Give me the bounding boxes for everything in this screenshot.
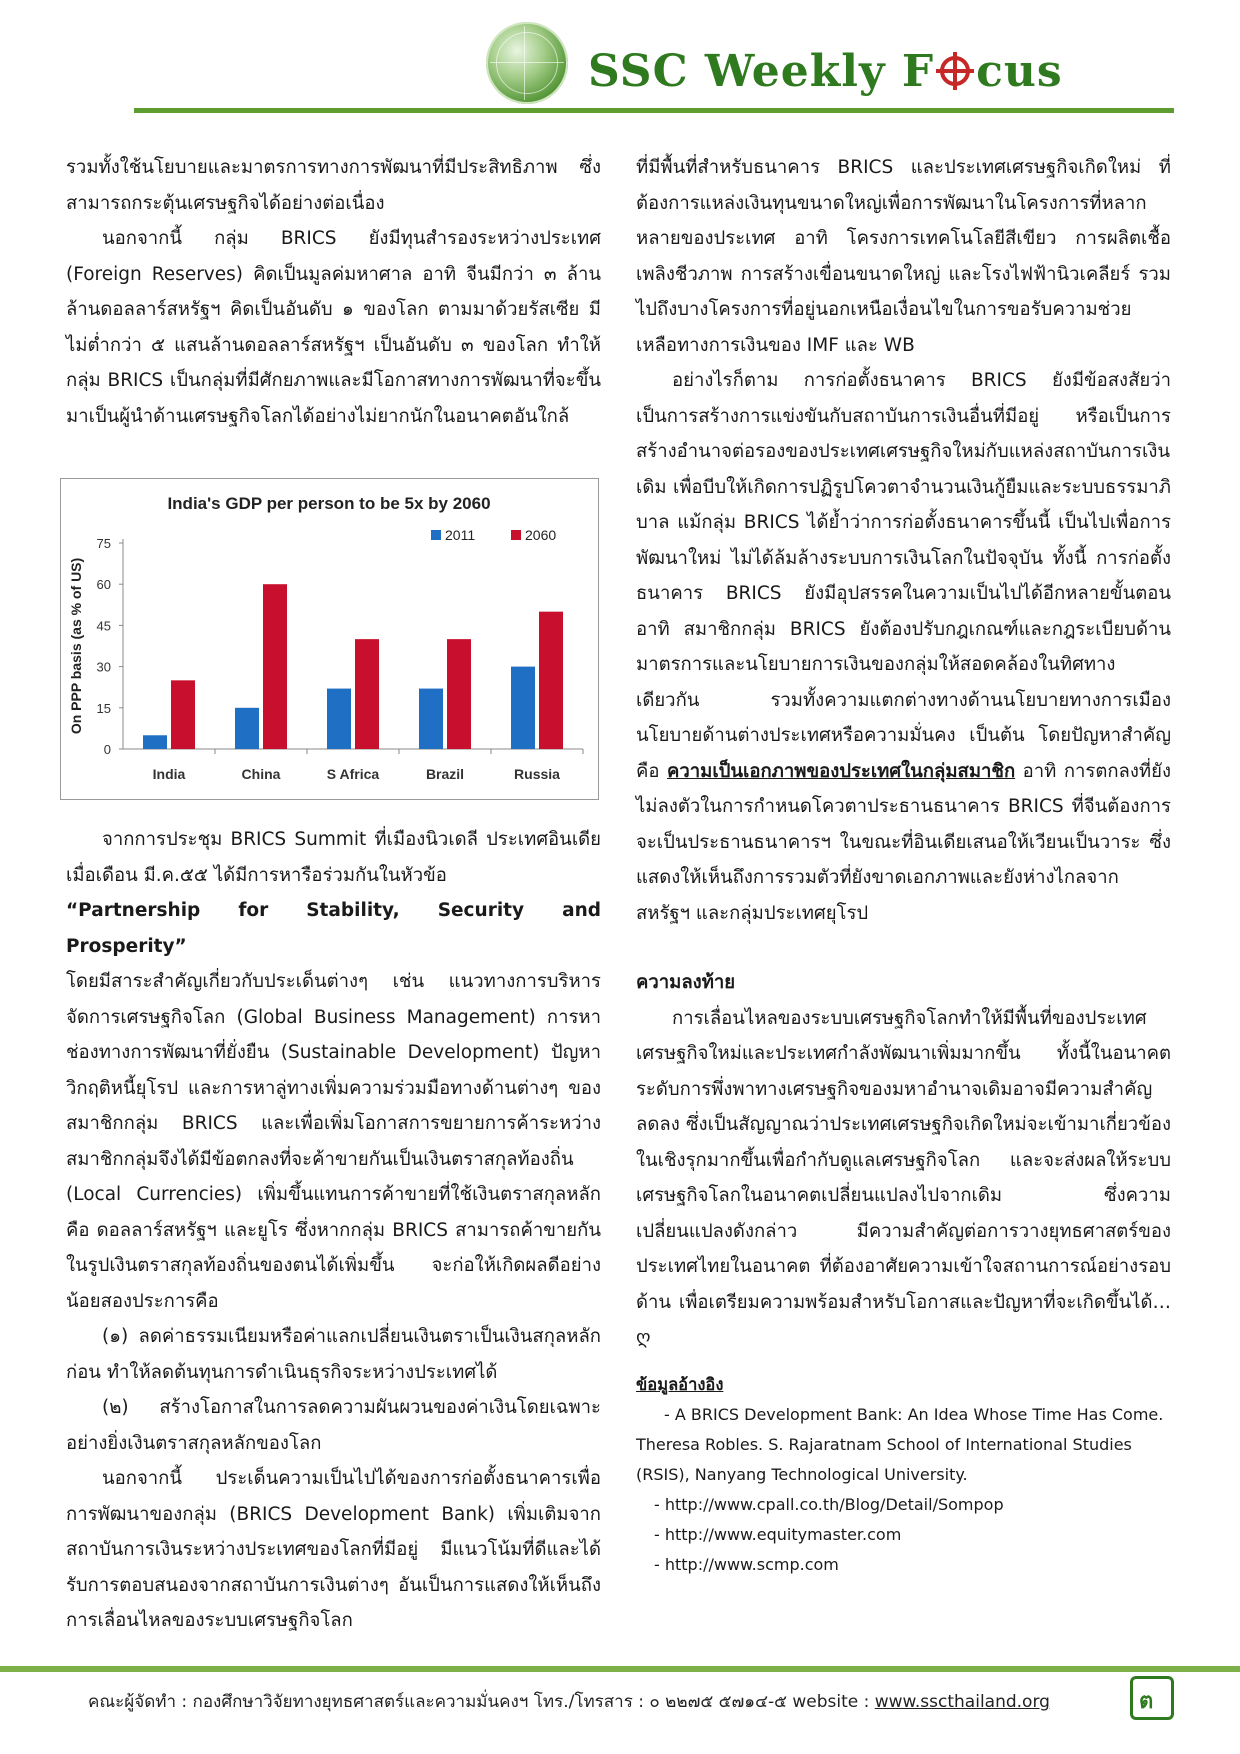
x-tick-label: China [241,766,281,782]
x-tick-label: Russia [514,766,560,782]
chart-title: India's GDP per person to be 5x by 2060 [167,494,491,513]
chart-svg [61,479,598,799]
left-column-lower [66,822,601,1639]
references [636,1370,1171,1580]
x-tick-label: S Africa [326,766,380,782]
footer-text: คณะผู้จัดทำ : กองศึกษาวิจัยทางยุทธศาสตร์และความมั่นคงฯ โทร./โทรสาร : ๐ ๒๒๗๕ ๕๗๑๔-๕ website : [88,1692,875,1712]
partnership-title: “Partnership for Stability, Security and Prosperity” [66,900,601,957]
y-tick-label: 0 [103,742,111,757]
conclusion-heading: ความลงท้าย [636,972,736,993]
legend-label-2011: 2011 [445,527,476,543]
y-tick-label: 30 [96,659,111,675]
header-divider [134,108,1174,113]
bar-2060 [263,584,287,749]
newsletter-title [588,46,1063,97]
left-paragraph-2: นอกจากนี้ กลุ่ม BRICS ยังมีทุนสำรองระหว่างประเทศ (Foreign Reserves) คิดเป็นมูลค่มหาศาล อาทิ จีนมีกว่า ๓ ล้านล้านดอลลาร์สหรัฐฯ คิดเป็นอันดับ ๑ ของโลก ตามมาด้วยรัสเซีย มีไม่ต่ำกว่า ๕ แสนล้านดอลลาร์สหรัฐฯ เป็นอันดับ ๓ ของโลก ทำให้กลุ่ม BRICS เป็นกลุ่มที่มีศักยภาพและมีโอกาสทางการพัฒนาที่จะขึ้นมาเป็นผู้นำด้านเศรษฐกิจโลกได้อย่างไม่ยากนักในอนาคตอันใกล้ [66,228,601,427]
left-item-1: (๑) ลดค่าธรรมเนียมหรือค่าแลกเปลี่ยนเงินตราเป็นเงินสกุลหลักก่อน ทำให้ลดต้นทุนการดำเนินธุรกิจระหว่างประเทศได้ [66,1326,601,1383]
references-heading: ข้อมูลอ้างอิง [636,1374,724,1394]
bar-2060 [171,680,195,749]
crosshair-icon [936,52,974,90]
bar-2060 [447,639,471,749]
reference-3-link[interactable]: - http://www.equitymaster.com [654,1524,902,1544]
reference-1: - A BRICS Development Bank: An Idea Whose Time Has Come. [664,1404,1164,1424]
reference-1-detail: Theresa Robles. S. Rajaratnam School of International Studies (RSIS), Nanyang Technological University. [636,1434,1132,1484]
left-column [66,150,601,434]
legend-swatch-2011 [431,530,441,540]
y-tick-label: 45 [96,618,111,634]
globe-logo-icon [486,22,568,104]
y-tick-label: 15 [96,700,111,716]
gdp-chart [60,478,599,800]
left-paragraph-1: รวมทั้งใช้นโยบายและมาตรการทางการพัฒนาที่มีประสิทธิภาพ ซึ่งสามารถกระตุ้นเศรษฐกิจได้อย่างต่อเนื่อง [66,157,601,214]
footer-divider [0,1666,1240,1672]
left-paragraph-6: นอกจากนี้ ประเด็นความเป็นไปได้ของการก่อตั้งธนาคารเพื่อการพัฒนาของกลุ่ม (BRICS Development Bank) เพิ่มเติมจากสถาบันการเงินระหว่างประเทศของโลกที่มีอยู่ มีแนวโน้มที่ดีและได้รับการตอบสนองจากสถาบันการเงินต่างๆ อันเป็นการแสดงให้เห็นถึงการเลื่อนไหลของระบบเศรษฐกิจโลก [66,1468,601,1631]
right-paragraph-1: ที่มีพื้นที่สำหรับธนาคาร BRICS และประเทศเศรษฐกิจเกิดใหม่ ที่ต้องการแหล่งเงินทุนขนาดใหญ่เพื่อการพัฒนาในโครงการที่หลากหลายของประเทศ อาทิ โครงการเทคโนโลยีสีเขียว การผลิตเชื้อเพลิงชีวภาพ การสร้างเขื่อนขนาดใหญ่ และโรงไฟฟ้านิวเคลียร์ รวมไปถึงบางโครงการที่อยู่นอกเหนือเงื่อนไขในการขอรับความช่วยเหลือทางการเงินของ IMF และ WB [636,157,1171,356]
right-paragraph-2 [636,363,1171,931]
legend-label-2060: 2060 [525,527,557,543]
ssc-logo-icon: ต [1130,1676,1174,1720]
title-text-a: SSC Weekly F [588,46,935,97]
title-text-b: cus [976,46,1063,97]
bar-2011 [511,667,535,749]
y-tick-label: 60 [96,577,111,593]
left-paragraph-3a: จากการประชุม BRICS Summit ที่เมืองนิวเดลี ประเทศอินเดีย เมื่อเดือน มี.ค.๕๕ ได้มีการหารือร่วมกันในหัวข้อ [66,829,601,886]
page-header [0,0,1240,120]
y-tick-label: 75 [96,536,111,551]
right-column [636,150,1171,1580]
right-paragraph-2a: อย่างไรก็ตาม การก่อตั้งธนาคาร BRICS ยังมีข้อสงสัยว่าเป็นการสร้างการแข่งขันกับสถาบันการเงินอื่นที่มีอยู่ หรือเป็นการสร้างอำนาจต่อรองของประเทศเศรษฐกิจใหม่กับแหล่งสถาบันการเงินเดิม เพื่อบีบให้เกิดการปฏิรูปโควตาจำนวนเงินกู้ยืมและระบบธรรมาภิบาล แม้กลุ่ม BRICS ได้ย้ำว่าการก่อตั้งธนาคารขึ้นนี้ เป็นไปเพื่อการพัฒนาใหม่ ไม่ได้ล้มล้างระบบการเงินโลกในปัจจุบัน ทั้งนี้ การก่อตั้งธนาคาร BRICS ยังมีอุปสรรคในความเป็นไปได้อีกหลายขั้นตอน อาทิ สมาชิกกลุ่ม BRICS ยังต้องปรับกฎเกณฑ์และกฎระเบียบด้านมาตรการและนโยบายการเงินของกลุ่มให้สอดคล้องในทิศทางเดียวกัน รวมทั้งความแตกต่างทางด้านนโยบายทางการเมือง นโยบายด้านต่างประเทศหรือความมั่นคง เป็นต้น โดยปัญหาสำคัญ คือ [636,370,1171,782]
end-mark-icon: ღ [636,1327,651,1348]
legend-swatch-2060 [511,530,521,540]
bar-2011 [143,735,167,749]
bar-2011 [327,689,351,749]
y-axis-label: On PPP basis (as % of US) [68,557,84,735]
website-link[interactable]: www.sscthailand.org [874,1692,1050,1712]
footer [88,1688,1050,1715]
unity-emphasis: ความเป็นเอกภาพของประเทศในกลุ่มสมาชิก [666,760,1016,782]
conclusion-text: การเลื่อนไหลของระบบเศรษฐกิจโลกทำให้มีพื้นที่ของประเทศเศรษฐกิจใหม่และประเทศกำลังพัฒนาเพิ่มมากขึ้น ทั้งนี้ในอนาคตระดับการพึ่งพาทางเศรษฐกิจของมหาอำนาจเดิมอาจมีความสำคัญลดลง ซึ่งเป็นสัญญาณว่าประเทศเศรษฐกิจเกิดใหม่จะเข้ามาเกี่ยวข้องในเชิงรุกมากขึ้นเพื่อกำกับดูแลเศรษฐกิจโลก และจะส่งผลให้ระบบเศรษฐกิจโลกในอนาคตเปลี่ยนแปลงไปจากเดิม ซึ่งความเปลี่ยนแปลงดังกล่าว มีความสำคัญต่อการวางยุทธศาสตร์ของประเทศไทยในอนาคต ที่ต้องอาศัยความเข้าใจสถานการณ์อย่างรอบด้าน เพื่อเตรียมความพร้อมสำหรับโอกาสและปัญหาที่จะเกิดขึ้นได้… [636,1007,1171,1313]
conclusion-paragraph [636,1001,1171,1356]
bar-2011 [235,708,259,749]
bar-2011 [419,689,443,749]
bar-2060 [355,639,379,749]
bar-2060 [539,612,563,749]
x-tick-label: Brazil [425,766,465,782]
right-paragraph-2c: อาทิ การตกลงที่ยังไม่ลงตัวในการกำหนดโควตาประธานธนาคาร BRICS ที่จีนต้องการจะเป็นประธานธนาคารฯ ในขณะที่อินเดียเสนอให้เวียนเป็นวาระ ซึ่งแสดงให้เห็นถึงการรวมตัวที่ยังขาดเอกภาพและยังห่างไกลจากสหรัฐฯ และกลุ่มประเทศยุโรป [636,760,1171,924]
reference-2-link[interactable]: - http://www.cpall.co.th/Blog/Detail/Sompop [654,1494,1004,1514]
left-paragraph-3c: โดยมีสาระสำคัญเกี่ยวกับประเด็นต่างๆ เช่น แนวทางการบริหารจัดการเศรษฐกิจโลก (Global Business Management) การหาช่องทางการพัฒนาที่ยั่งยืน (Sustainable Development) ปัญหาวิกฤติหนี้ยุโรป และการหาลู่ทางเพิ่มความร่วมมือทางด้านต่างๆ ของสมาชิกกลุ่ม BRICS และเพื่อเพิ่มโอกาสการขยายการค้าระหว่างสมาชิกกลุ่มจึงได้มีข้อตกลงที่จะค้าขายกันเป็นเงินตราสกุลท้องถิ่น (Local Currencies) เพิ่มขึ้นแทนการค้าขายที่ใช้เงินตราสกุลหลัก คือ ดอลลาร์สหรัฐฯ และยูโร ซึ่งหากกลุ่ม BRICS สามารถค้าขายกันในรูปเงินตราสกุลท้องถิ่นของตนได้เพิ่มขึ้น จะก่อให้เกิดผลดีอย่างน้อยสองประการคือ [66,971,601,1312]
reference-4-link[interactable]: - http://www.scmp.com [654,1554,839,1574]
x-tick-label: India [152,766,186,782]
left-item-2: (๒) สร้างโอกาสในการลดความผันผวนของค่าเงินโดยเฉพาะอย่างยิ่งเงินตราสกุลหลักของโลก [66,1397,601,1454]
